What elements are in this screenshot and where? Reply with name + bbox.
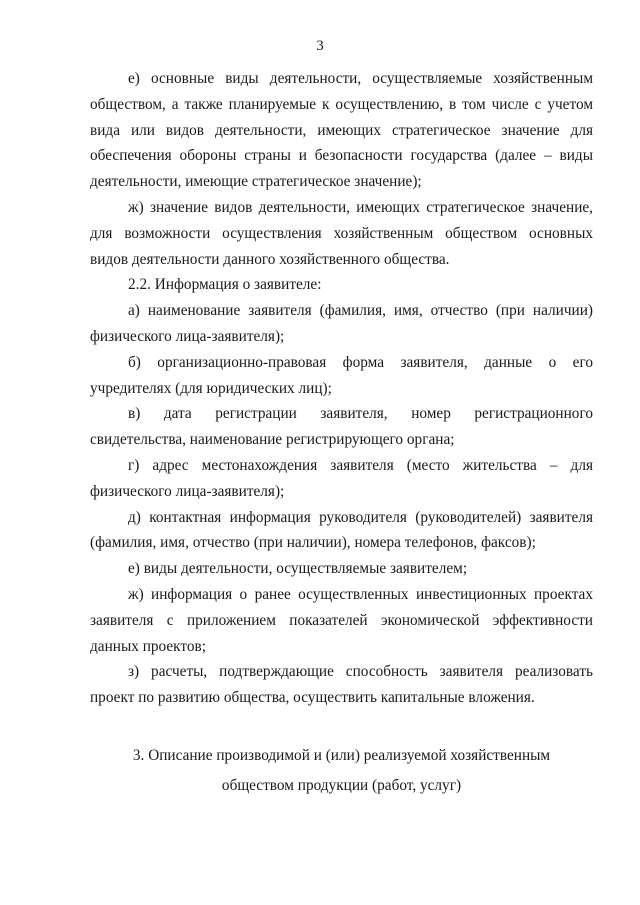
paragraph-b: б) организационно-правовая форма заявителя, данные о его учредителях (для юридических лиц); [90, 353, 593, 397]
paragraph-g: г) адрес местонахождения заявителя (место жительства – для физического лица-заявителя); [90, 456, 593, 500]
paragraph-a: а) наименование заявителя (фамилия, имя, отчество (при наличии) физического лица-заявителя); [90, 302, 593, 345]
body-text [90, 66, 593, 711]
section-3-heading [90, 742, 593, 800]
paragraph-1e: е) основные виды деятельности, осуществляемые хозяйственным обществом, а также планируемые к осуществлению, в том числе с учетом вида или видов деятельности, имеющих стратегическое значение для обеспечения обороны страны и безопасности государства (далее – виды деятельности, имеющие стратегическое значение); [90, 70, 593, 191]
section-heading-line-2: обществом продукции (работ, услуг) [221, 777, 462, 794]
section-heading-line-1: 3. Описание производимой и (или) реализуемой хозяйственным [132, 747, 551, 764]
paragraph-v: в) дата регистрации заявителя, номер регистрационного свидетельства, наименование регистрирующего органа; [90, 405, 593, 449]
page-number: 3 [316, 38, 324, 54]
paragraph-d: д) контактная информация руководителя (руководителей) заявителя (фамилия, имя, отчество (при наличии), номера телефонов, факсов); [90, 508, 593, 552]
paragraph-z: з) расчеты, подтверждающие способность заявителя реализовать проект по развитию общества, осуществить капитальные вложения. [90, 663, 593, 707]
section-2-2-title: 2.2. Информация о заявителе: [128, 276, 322, 294]
paragraph-e: е) виды деятельности, осуществляемые заявителем; [128, 560, 468, 578]
paragraph-zh: ж) информация о ранее осуществленных инвестиционных проектах заявителя с приложением показателей экономической эффективности данных проектов; [90, 585, 593, 655]
paragraph-1zh: ж) значение видов деятельности, имеющих стратегическое значение, для возможности осуществления хозяйственным обществом основных видов деятельности данного хозяйственного общества. [90, 198, 593, 268]
